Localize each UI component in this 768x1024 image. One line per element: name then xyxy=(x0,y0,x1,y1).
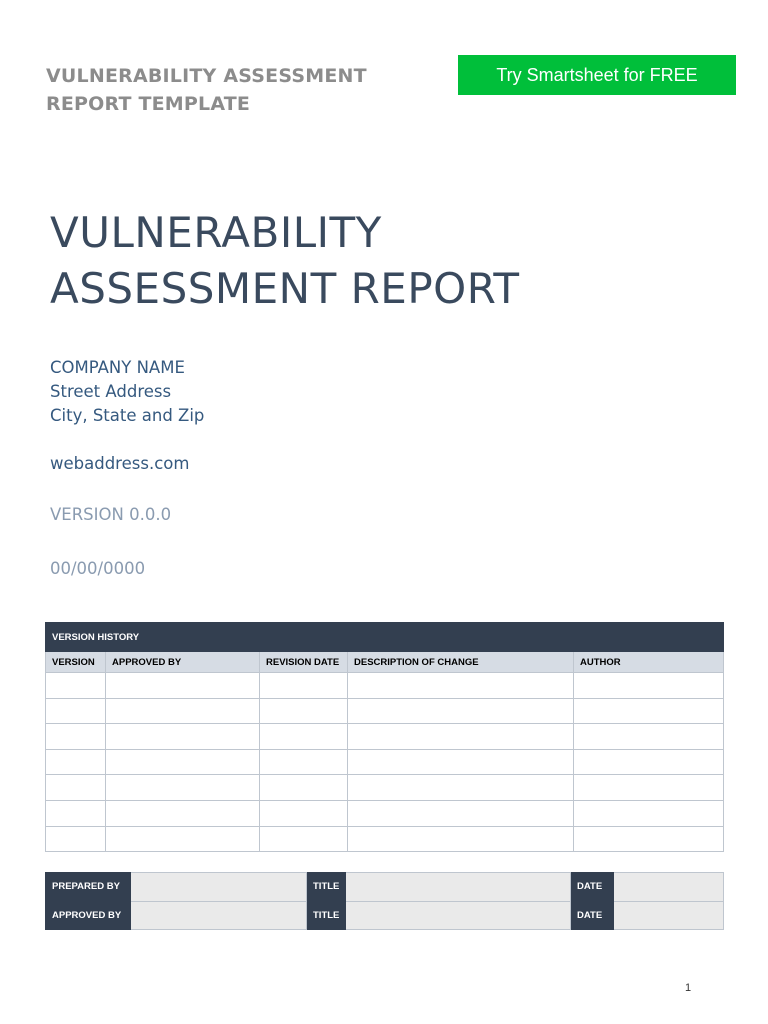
approved-date-field[interactable] xyxy=(614,901,724,930)
table-cell[interactable] xyxy=(46,800,106,826)
template-title: VULNERABILITY ASSESSMENT REPORT TEMPLATE xyxy=(46,65,367,115)
column-header-revision-date: REVISION DATE xyxy=(260,652,348,673)
page-number: 1 xyxy=(684,982,692,994)
table-cell[interactable] xyxy=(46,698,106,724)
table-row xyxy=(46,724,724,750)
signoff-row-approved xyxy=(46,901,724,930)
prepared-date-field[interactable] xyxy=(614,873,724,902)
column-header-description: DESCRIPTION OF CHANGE xyxy=(348,652,574,673)
web-address: webaddress.com xyxy=(50,454,190,473)
table-cell[interactable] xyxy=(260,749,348,775)
company-name: COMPANY NAME xyxy=(50,358,185,377)
street-address: Street Address xyxy=(50,382,172,401)
table-cell[interactable] xyxy=(106,673,260,699)
table-cell[interactable] xyxy=(260,673,348,699)
table-cell[interactable] xyxy=(348,724,574,750)
table-row xyxy=(46,775,724,801)
table-cell[interactable] xyxy=(106,749,260,775)
table-cell[interactable] xyxy=(574,724,724,750)
table-cell[interactable] xyxy=(348,749,574,775)
table-cell[interactable] xyxy=(106,800,260,826)
city-state-zip: City, State and Zip xyxy=(50,406,205,425)
table-cell[interactable] xyxy=(106,775,260,801)
table-cell[interactable] xyxy=(46,749,106,775)
table-cell[interactable] xyxy=(348,775,574,801)
date-label: 00/00/0000 xyxy=(50,559,146,578)
table-row xyxy=(46,749,724,775)
try-smartsheet-button[interactable]: Try Smartsheet for FREE xyxy=(458,55,736,95)
table-cell[interactable] xyxy=(574,749,724,775)
table-cell[interactable] xyxy=(574,800,724,826)
report-title-line2: ASSESSMENT REPORT xyxy=(50,264,520,313)
table-cell[interactable] xyxy=(260,698,348,724)
column-header-author: AUTHOR xyxy=(574,652,724,673)
approved-title-field[interactable] xyxy=(346,901,571,930)
table-cell[interactable] xyxy=(260,775,348,801)
table-cell[interactable] xyxy=(348,698,574,724)
signoff-row-prepared xyxy=(46,873,724,902)
version-history-caption: VERSION HISTORY xyxy=(46,623,724,652)
table-row xyxy=(46,698,724,724)
table-cell[interactable] xyxy=(46,673,106,699)
report-title-line1: VULNERABILITY xyxy=(50,208,382,257)
company-block xyxy=(50,356,204,428)
prepared-date-label: DATE xyxy=(571,873,614,902)
table-cell[interactable] xyxy=(46,826,106,852)
column-header-approved-by: APPROVED BY xyxy=(106,652,260,673)
version-history-header-row xyxy=(46,652,724,673)
table-cell[interactable] xyxy=(348,800,574,826)
table-cell[interactable] xyxy=(574,826,724,852)
table-row xyxy=(46,673,724,699)
table-cell[interactable] xyxy=(106,698,260,724)
column-header-version: VERSION xyxy=(46,652,106,673)
prepared-by-label: PREPARED BY xyxy=(46,873,131,902)
prepared-title-field[interactable] xyxy=(346,873,571,902)
version-label: VERSION 0.0.0 xyxy=(50,505,172,524)
table-cell[interactable] xyxy=(260,800,348,826)
table-cell[interactable] xyxy=(574,775,724,801)
table-cell[interactable] xyxy=(260,724,348,750)
approved-date-label: DATE xyxy=(571,901,614,930)
prepared-by-field[interactable] xyxy=(131,873,307,902)
approved-by-label: APPROVED BY xyxy=(46,901,131,930)
prepared-title-label: TITLE xyxy=(307,873,346,902)
table-cell[interactable] xyxy=(348,826,574,852)
table-cell[interactable] xyxy=(348,673,574,699)
table-row xyxy=(46,826,724,852)
table-cell[interactable] xyxy=(574,698,724,724)
table-cell[interactable] xyxy=(106,724,260,750)
table-cell[interactable] xyxy=(106,826,260,852)
approved-title-label: TITLE xyxy=(307,901,346,930)
table-cell[interactable] xyxy=(46,724,106,750)
version-history-caption-row xyxy=(46,623,724,652)
signoff-table xyxy=(45,872,724,930)
table-cell[interactable] xyxy=(574,673,724,699)
table-cell[interactable] xyxy=(260,826,348,852)
table-row xyxy=(46,800,724,826)
report-title xyxy=(50,205,650,317)
version-history-table xyxy=(45,622,724,852)
table-cell[interactable] xyxy=(46,775,106,801)
approved-by-field[interactable] xyxy=(131,901,307,930)
